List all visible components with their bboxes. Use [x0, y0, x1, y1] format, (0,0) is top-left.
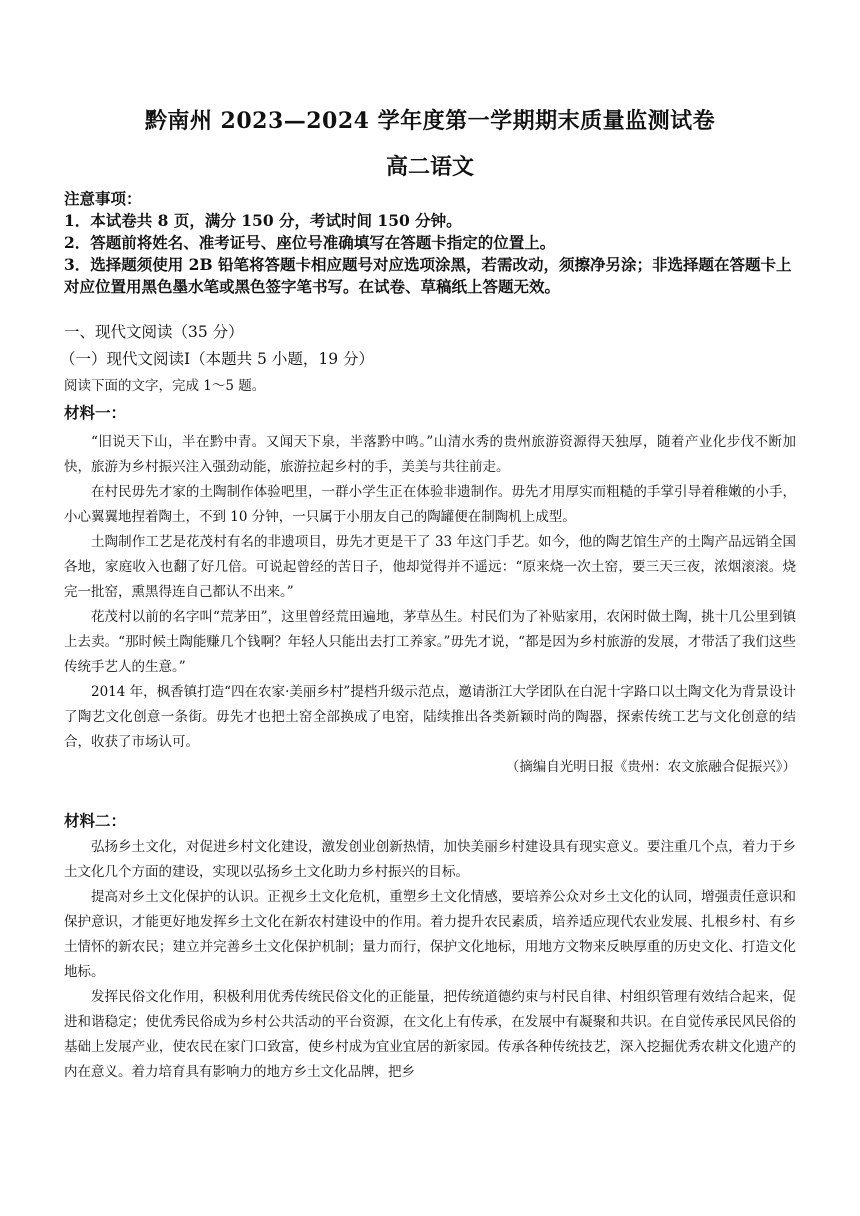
subsection-heading: （一）现代文阅读Ⅰ（本题共 5 小题，19 分）: [60, 350, 374, 368]
notice-item: 1．本试卷共 8 页，满分 150 分，考试时间 150 分钟。: [64, 211, 462, 230]
section-heading: 一、现代文阅读（35 分）: [64, 323, 244, 341]
notice-block: [64, 188, 796, 298]
notice-item: 3．选择题须使用 2B 铅笔将答题卡相应题号对应选项涂黑，若需改动，须擦净另涂；非选择题在答题卡上对应位置用黑色墨水笔或黑色签字笔书写。在试卷、草稿纸上答题无效。: [64, 255, 792, 296]
notice-item: 2．答题前将姓名、准考证号、座位号准确填写在答题卡指定的位置上。: [64, 233, 556, 252]
notice-heading: 注意事项：: [64, 189, 142, 208]
source-citation: （摘编自光明日报《贵州：农文旅融合促振兴》）: [505, 759, 796, 775]
paragraph: 提高对乡土文化保护的认识。正视乡土文化危机，重塑乡土文化情感，要培养公众对乡土文化的认同，增强责任意识和保护意识，才能更好地发挥乡土文化在新农村建设中的作用。着力提升农民素质，培养适应现代农业发展、扎根乡村、有乡土情怀的新农民；建立并完善乡土文化保护机制；量力而行，保护文化地标，用地方文物来反映厚重的历史文化、打造文化地标。: [64, 889, 796, 980]
paragraph: 弘扬乡土文化，对促进乡村文化建设，激发创业创新热情，加快美丽乡村建设具有现实意义。要注重几个点，着力于乡土文化几个方面的建设，实现以弘扬乡土文化助力乡村振兴的目标。: [64, 839, 796, 880]
material-one-body: [64, 430, 796, 780]
exam-subject: 高二语文: [385, 154, 474, 180]
exam-title: 黔南州 2023—2024 学年度第一学期期末质量监测试卷: [144, 108, 716, 134]
reading-instruction: 阅读下面的文字，完成 1～5 题。: [64, 378, 266, 394]
paragraph: 发挥民俗文化作用，积极利用优秀传统民俗文化的正能量，把传统道德约束与村民自律、村组织管理有效结合起来，促进和谐稳定；使优秀民俗成为乡村公共活动的平台资源，在文化上有传承，在发展中有凝聚和共识。在自觉传承民风民俗的基础上发展产业，使农民在家门口致富，使乡村成为宜业宜居的新家园。传承各种传统技艺，深入挖掘优秀农耕文化遗产的内在意义。着力培育具有影响力的地方乡土文化品牌，把乡: [64, 989, 796, 1080]
paragraph: 在村民毋先才家的土陶制作体验吧里，一群小学生正在体验非遗制作。毋先才用厚实而粗糙的手掌引导着稚嫩的小手，小心翼翼地捏着陶土，不到 10 分钟，一只属于小朋友自己的陶罐便在制陶机上成型。: [64, 484, 796, 525]
material-one-label: 材料一：: [64, 403, 127, 422]
material-two-label: 材料二：: [64, 811, 127, 830]
paragraph: 花茂村以前的名字叫“荒茅田”，这里曾经荒田遍地，茅草丛生。村民们为了补贴家用，农闲时做土陶，挑十几公里到镇上去卖。“那时候土陶能赚几个钱啊？年轻人只能出去打工养家。”毋先才说，“都是因为乡村旅游的发展，才带活了我们这些传统手艺人的生意。”: [64, 609, 796, 675]
material-two-body: [64, 835, 796, 1085]
paragraph: 2014 年，枫香镇打造“四在农家·美丽乡村”提档升级示范点，邀请浙江大学团队在白泥十字路口以土陶文化为背景设计了陶艺文化创意一条街。毋先才也把土窑全部换成了电窑，陆续推出各类新颖时尚的陶器，探索传统工艺与文化创意的结合，收获了市场认可。: [64, 684, 796, 750]
paragraph: 土陶制作工艺是花茂村有名的非遗项目，毋先才更是干了 33 年这门手艺。如今，他的陶艺馆生产的土陶产品远销全国各地，家庭收入也翻了好几倍。可说起曾经的苦日子，他却觉得并不遥远：“原来烧一次土窑，要三天三夜，浓烟滚滚。烧完一批窑，熏黑得连自己都认不出来。”: [64, 534, 796, 600]
paragraph: “旧说天下山，半在黔中青。又闻天下泉，半落黔中鸣。”山清水秀的贵州旅游资源得天独厚，随着产业化步伐不断加快，旅游为乡村振兴注入强劲动能，旅游拉起乡村的手，美美与共往前走。: [64, 434, 796, 475]
